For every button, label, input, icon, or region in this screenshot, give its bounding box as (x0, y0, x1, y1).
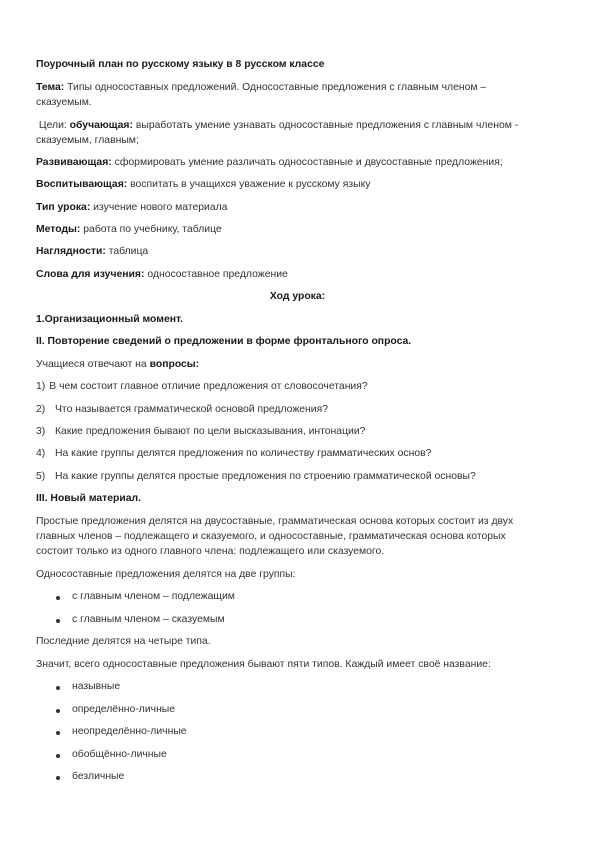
methods (36, 223, 222, 238)
bullet-icon (56, 686, 60, 690)
educational-text: воспитать в учащихся уважение к русскому языку (127, 179, 371, 190)
bullet-icon (56, 709, 60, 713)
list-item: назывные (72, 681, 121, 692)
question-text: Что называется грамматической основой предложения? (55, 404, 329, 415)
methods-label: Методы: (36, 224, 81, 235)
question-text: На какие группы делятся предложения по количеству грамматических основ? (55, 448, 432, 459)
students-answer-line (36, 358, 199, 373)
section-review: II. Повторение сведений о предложении в форме фронтального опроса. (36, 336, 412, 347)
lesson-type-text: изучение нового материала (90, 202, 228, 213)
educational-goal (36, 178, 370, 193)
bullet-icon (56, 619, 60, 623)
topic-text: Типы односоставных предложений. Односоставные предложения с главным членом – (64, 82, 487, 93)
question-item (36, 403, 328, 418)
question-number: 4) (36, 448, 46, 459)
goals-line-2: сказуемым, главным; (36, 135, 139, 146)
question-number: 3) (36, 426, 46, 437)
list-item: неопределённо-личные (72, 726, 187, 737)
visual-aids (36, 245, 148, 260)
lesson-course-heading: Ход урока: (269, 291, 326, 302)
goals-line-1 (36, 119, 518, 134)
section-organizational: 1.Организационный момент. (36, 314, 184, 325)
document-title: Поурочный план по русскому языку в 8 русском классе (36, 59, 325, 70)
question-item (36, 447, 431, 462)
bullet-icon (56, 731, 60, 735)
last-types-text: Последние делятся на четыре типа. (36, 636, 211, 647)
question-item (36, 470, 476, 485)
goals-text: выработать умение узнавать односоставные предложения с главным членом - (132, 120, 519, 131)
developing-label: Развивающая: (36, 157, 112, 168)
methods-text: работа по учебнику, таблице (80, 224, 222, 235)
topic-line-1 (36, 81, 486, 96)
paragraph-line: главных членов – подлежащего и сказуемого, и односоставные, грамматическая основа которых (36, 531, 506, 542)
question-text: На какие группы делятся простые предложения по строению грамматической основы? (55, 471, 476, 482)
list-item: с главным членом – подлежащим (72, 591, 235, 602)
goals-label: обучающая: (69, 120, 133, 131)
visual-aids-label: Наглядности: (36, 246, 106, 257)
developing-text: сформировать умение различать односоставные и двусоставные предложения; (111, 157, 503, 168)
lesson-type-label: Тип урока: (36, 202, 91, 213)
types-intro: Значит, всего односоставные предложения бывают пяти типов. Каждый имеет своё название: (36, 659, 491, 670)
students-text: Учащиеся отвечают на (36, 359, 150, 370)
goals-prefix: Цели: (36, 120, 70, 131)
section-new-material: III. Новый материал. (36, 493, 142, 504)
list-item: безличные (72, 771, 125, 782)
lesson-type (36, 201, 227, 216)
questions-label: вопросы: (149, 359, 200, 370)
study-words-label: Слова для изучения: (36, 269, 145, 280)
list-item: обобщённо-личные (72, 749, 167, 760)
groups-intro: Односоставные предложения делятся на две группы: (36, 569, 296, 580)
study-words-text: односоставное предложение (144, 269, 288, 280)
question-item (36, 425, 365, 440)
bullet-icon (56, 754, 60, 758)
question-number: 2) (36, 404, 46, 415)
educational-label: Воспитывающая: (36, 179, 128, 190)
question-item (36, 380, 368, 395)
paragraph-line: Простые предложения делятся на двусоставные, грамматическая основа которых состоит из двух (36, 516, 514, 527)
list-item: с главным членом – сказуемым (72, 614, 225, 625)
question-text: Какие предложения бывают по цели высказывания, интонации? (55, 426, 366, 437)
question-number: 1) (36, 381, 46, 392)
study-words (36, 268, 288, 283)
paragraph-line: состоит только из одного главного члена: подлежащего или сказуемого. (36, 546, 385, 557)
question-number: 5) (36, 471, 46, 482)
list-item: определённо-личные (72, 704, 176, 715)
bullet-icon (56, 596, 60, 600)
visual-aids-text: таблица (105, 246, 149, 257)
topic-label: Тема: (36, 82, 65, 93)
question-text: В чем состоит главное отличие предложения от словосочетания? (49, 381, 368, 392)
bullet-icon (56, 776, 60, 780)
developing-goal (36, 156, 503, 171)
topic-line-2: сказуемым. (36, 97, 92, 108)
